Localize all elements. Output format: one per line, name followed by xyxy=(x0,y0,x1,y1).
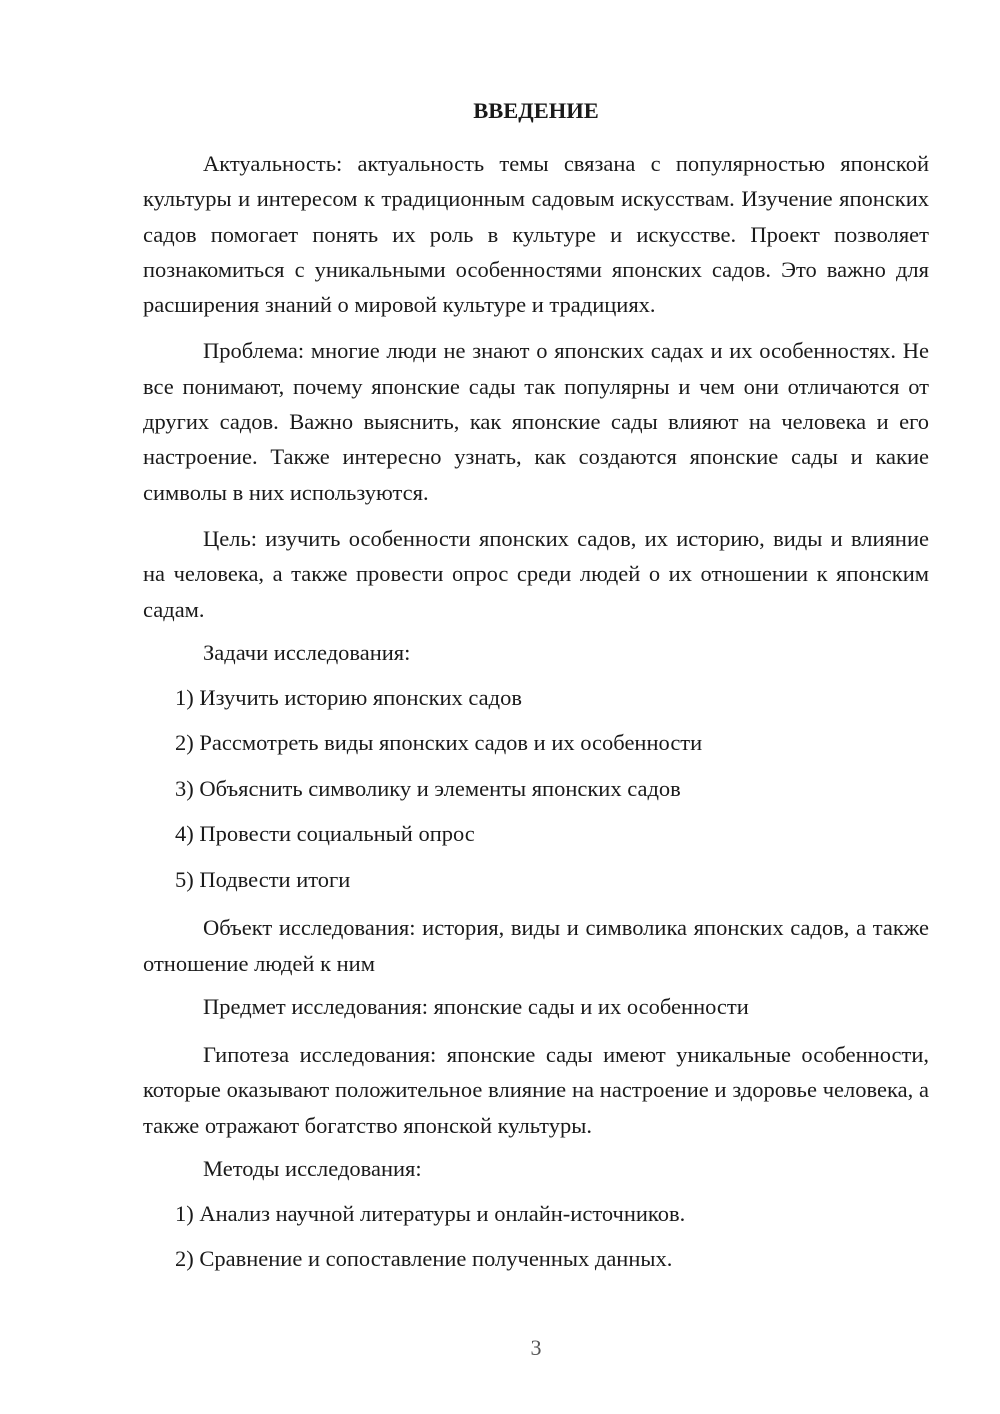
methods-heading: Методы исследования: xyxy=(203,1155,422,1181)
list-item: 2) Сравнение и сопоставление полученных данных. xyxy=(175,1246,673,1272)
relevance-paragraph: Актуальность: актуальность темы связана с популярностью японской культуры и интересом к традиционным садовым искусствам. Изучение японских садов помогает понять их роль в культуре и искусстве. Проект позволяет познакомиться с уникальными особенностями японских садов. Это важно для расширения знаний о мировой культуре и традициях. xyxy=(143,151,929,318)
page-title: ВВЕДЕНИЕ xyxy=(473,98,599,123)
page-number: 3 xyxy=(530,1335,542,1360)
tasks-list xyxy=(143,683,929,895)
hypothesis-paragraph: Гипотеза исследования: японские сады имеют уникальные особенности, которые оказывают положительное влияние на настроение и здоровье человека, а также отражают богатство японской культуры. xyxy=(143,1041,929,1138)
document-page xyxy=(143,96,929,1290)
list-item: 4) Провести социальный опрос xyxy=(175,821,475,847)
goal-paragraph: Цель: изучить особенности японских садов, их историю, виды и влияние на человека, а также провести опрос среди людей о их отношении к японским садам. xyxy=(143,525,929,622)
object-paragraph: Объект исследования: история, виды и символика японских садов, а также отношение людей к ним xyxy=(143,915,929,976)
tasks-heading: Задачи исследования: xyxy=(203,639,411,665)
list-item: 5) Подвести итоги xyxy=(175,866,351,892)
subject-paragraph: Предмет исследования: японские сады и их особенности xyxy=(203,993,749,1019)
list-item: 2) Рассмотреть виды японских садов и их особенности xyxy=(175,730,703,756)
methods-list xyxy=(143,1199,929,1275)
list-item: 1) Анализ научной литературы и онлайн-источников. xyxy=(175,1200,686,1226)
list-item: 3) Объяснить символику и элементы японских садов xyxy=(175,775,681,801)
list-item: 1) Изучить историю японских садов xyxy=(175,684,522,710)
problem-paragraph: Проблема: многие люди не знают о японских садах и их особенностях. Не все понимают, почему японские сады так популярны и чем они отличаются от других садов. Важно выяснить, как японские сады влияют на человека и его настроение. Также интересно узнать, как создаются японские сады и какие символы в них используются. xyxy=(143,338,929,505)
